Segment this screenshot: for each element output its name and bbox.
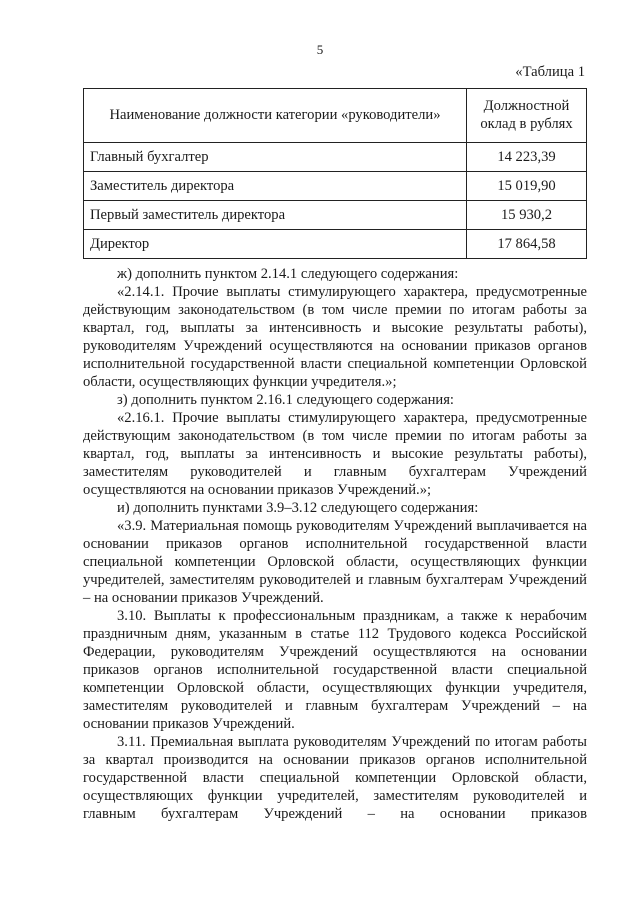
- table-row: [84, 230, 587, 259]
- paragraph-2-14-1: «2.14.1. Прочие выплаты стимулирующего характера, предусмотренные действующим законодательством (в том числе премии по итогам работы за квартал, год, выплаты за интенсивность и высокие результаты работы), руководителям Учреждений осуществляются на основании приказов органов исполнительной государственной власти специальной компетенции Орловской области, осуществляющих функции учредителя.»;: [83, 284, 587, 390]
- paragraph-amendment-zh: ж) дополнить пунктом 2.14.1 следующего содержания:: [117, 266, 459, 282]
- table-row: [84, 143, 587, 172]
- paragraph-amendment-i: и) дополнить пунктами 3.9–3.12 следующего содержания:: [117, 500, 479, 516]
- paragraph-3-9: «3.9. Материальная помощь руководителям Учреждений выплачивается на основании приказов органов исполнительной государственной власти специальной компетенции Орловской области, осуществляющих функции учредителей, заместителям руководителей и главным бухгалтерам Учреждений – на основании приказов Учреждений.: [83, 518, 587, 606]
- salary-cell: 15 019,90: [467, 172, 587, 201]
- table-caption: «Таблица 1: [515, 64, 585, 80]
- paragraph-3-10: 3.10. Выплаты к профессиональным праздникам, а также к нерабочим праздничным дням, указанным в статье 112 Трудового кодекса Российской Федерации, руководителям Учреждений осуществляются на основании приказов органов исполнительной государственной власти специальной компетенции Орловской области, осуществляющих функции учредителя, заместителям руководителей и главным бухгалтерам Учреждений – на основании приказов Учреждений.: [83, 608, 587, 732]
- position-column-header: Наименование должности категории «руководители»: [84, 89, 467, 143]
- position-cell: Директор: [84, 230, 467, 259]
- position-cell: Заместитель директора: [84, 172, 467, 201]
- paragraph-3-11: 3.11. Премиальная выплата руководителям Учреждений по итогам работы за квартал производится на основании приказов органов исполнительной государственной власти специальной компетенции Орловской области, осуществляющих функции учредителей, заместителям руководителей и главным бухгалтерам Учреждений – на основании приказов: [83, 734, 587, 822]
- salary-table: [83, 88, 587, 259]
- table-row: [84, 172, 587, 201]
- paragraph-2-16-1: «2.16.1. Прочие выплаты стимулирующего характера, предусмотренные действующим законодательством (в том числе премии по итогам работы за квартал, год, выплаты за интенсивность и высокие результаты работы), заместителям руководителей и главным бухгалтерам Учреждений осуществляются на основании приказов Учреждений.»;: [83, 410, 587, 498]
- salary-column-header: Должностной оклад в рублях: [467, 89, 587, 143]
- page-number: 5: [316, 42, 324, 57]
- position-cell: Главный бухгалтер: [84, 143, 467, 172]
- salary-cell: 14 223,39: [467, 143, 587, 172]
- table-row: [84, 201, 587, 230]
- salary-cell: 15 930,2: [467, 201, 587, 230]
- position-cell: Первый заместитель директора: [84, 201, 467, 230]
- salary-cell: 17 864,58: [467, 230, 587, 259]
- table-header-row: [84, 89, 587, 143]
- document-body: [83, 265, 587, 823]
- paragraph-amendment-z: з) дополнить пунктом 2.16.1 следующего содержания:: [117, 392, 454, 408]
